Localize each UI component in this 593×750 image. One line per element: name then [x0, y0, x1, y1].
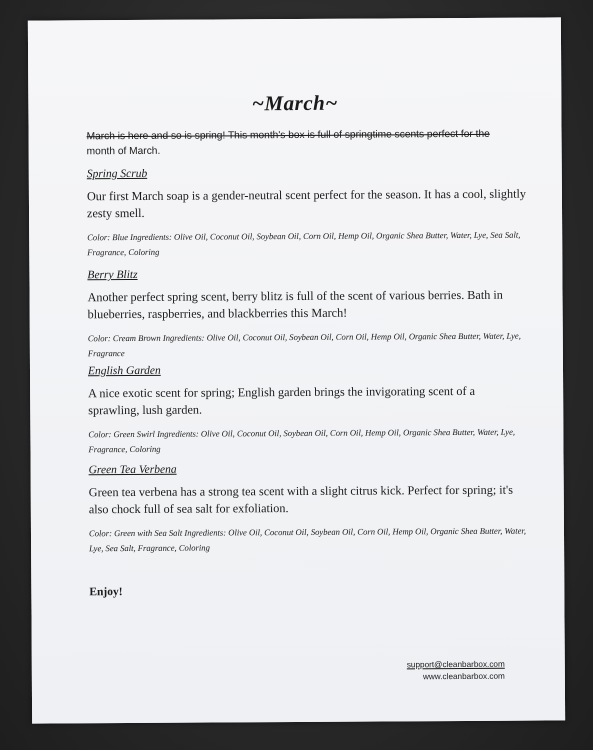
section-ingredients: Color: Blue Ingredients: Olive Oil, Coconut Oil, Soybean Oil, Corn Oil, Hemp Oil, Organic Shea Butter, Water, Lye, Sea Salt, Fragrance, Coloring — [87, 229, 521, 258]
section-berry-blitz — [87, 267, 528, 362]
section-ingredients: Color: Green with Sea Salt Ingredients: Olive Oil, Coconut Oil, Soybean Oil, Corn Oil, Hemp Oil, Organic Shea Butter, Water, Lye, Sea Salt, Fragrance, Coloring — [88, 525, 526, 554]
intro-paragraph — [87, 127, 517, 160]
section-ingredients: Color: Cream Brown Ingredients: Olive Oil, Coconut Oil, Soybean Oil, Corn Oil, Hemp Oil, Organic Shea Butter, Water, Lye, Fragrance — [87, 330, 521, 359]
closing-text: Enjoy! — [89, 586, 123, 599]
section-description: A nice exotic scent for spring; English garden brings the invigorating scent of a sprawling, lush garden. — [88, 383, 476, 418]
section-heading: Green Tea Verbena — [88, 463, 177, 477]
section-heading: Berry Blitz — [87, 268, 138, 282]
section-description: Another perfect spring scent, berry blitz is full of the scent of various berries. Bath in blueberries, raspberries, and blackberries this March! — [87, 287, 503, 322]
section-ingredients: Color: Green Swirl Ingredients: Olive Oil, Coconut Oil, Soybean Oil, Corn Oil, Hemp Oil, Organic Shea Butter, Water, Lye, Fragrance, Coloring — [88, 426, 516, 455]
section-description: Our first March soap is a gender-neutral scent perfect for the season. It has a cool, slightly zesty smell. — [86, 186, 527, 221]
section-description: Green tea verbena has a strong tea scent with a slight citrus kick. Perfect for spring; it's also chock full of sea salt for exfoliation. — [88, 482, 514, 517]
letter-paper — [28, 17, 565, 723]
section-green-tea-verbena — [89, 462, 530, 557]
contact-email-link[interactable]: support@cleanbarbox.com — [406, 659, 505, 670]
section-english-garden — [88, 363, 529, 458]
contact-block — [407, 659, 505, 683]
intro-text-end: month of March. — [86, 145, 161, 158]
contact-website[interactable]: www.cleanbarbox.com — [422, 671, 505, 681]
intro-text-struck: March is here and so is spring! This month's box is full of springtime scents perfect for the — [86, 128, 490, 143]
page-title: ~March~ — [251, 90, 338, 116]
section-spring-scrub — [87, 166, 528, 261]
section-heading: English Garden — [87, 364, 161, 378]
section-heading: Spring Scrub — [86, 167, 148, 181]
